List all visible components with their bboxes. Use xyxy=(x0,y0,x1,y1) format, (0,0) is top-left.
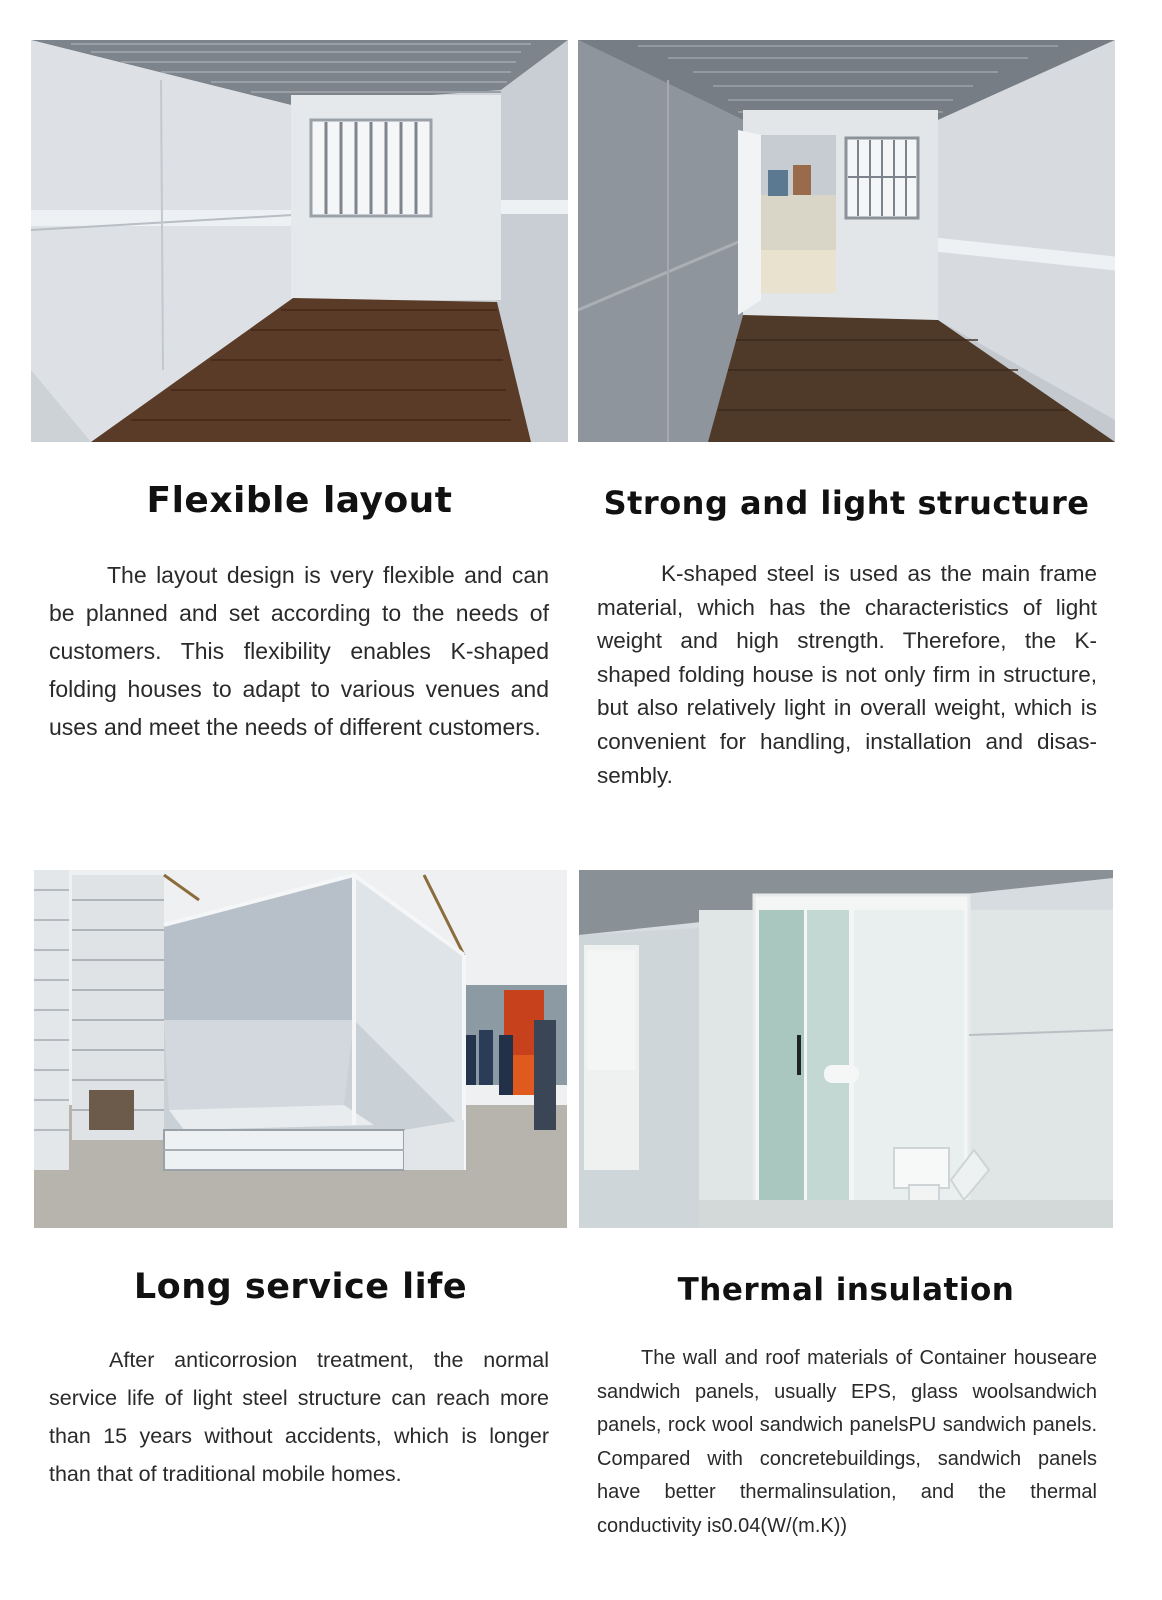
photo-folding-house-exterior xyxy=(34,870,567,1228)
heading-flexible-layout: Flexible layout xyxy=(146,480,453,521)
heading-long-service-life: Long service life xyxy=(133,1267,468,1307)
text-long-service-life: After anticorrosion treatment, the normal service life of light steel structure can reach more than 15 years without accidents, which is longer than that of traditional mobile homes. xyxy=(49,1348,549,1486)
text-flexible-layout: The layout design is very flexible and can be planned and set according to the needs of customers. This flexibility enables K-shaped folding houses to adapt to various venues and uses and meet the needs of different customers. xyxy=(49,562,549,740)
heading-thermal-insulation: Thermal insulation xyxy=(677,1272,1015,1308)
photo-bathroom-interior xyxy=(579,870,1113,1228)
text-thermal-insulation: The wall and roof materials of Container houseare sandwich panels, usually EPS, glass woolsandwich panels, rock wool sandwich panelsPU sandwich panels. Compared with concretebuildings, sandwich panels have better thermalinsulation, and the thermal conductivity is0.04(W/(m.K)) xyxy=(597,1347,1097,1537)
text-strong-light-structure: K-shaped steel is used as the main frame material, which has the characteristics of light weight and high strength. Therefore, the K-shaped folding house is not only firm in structure, but also relatively light in overall weight, which is convenient for handling, installation and disassembly. xyxy=(597,561,1097,788)
photo-interior-window xyxy=(31,40,568,442)
heading-strong-light-structure: Strong and light structure xyxy=(603,484,1090,522)
photo-interior-door xyxy=(578,40,1115,442)
